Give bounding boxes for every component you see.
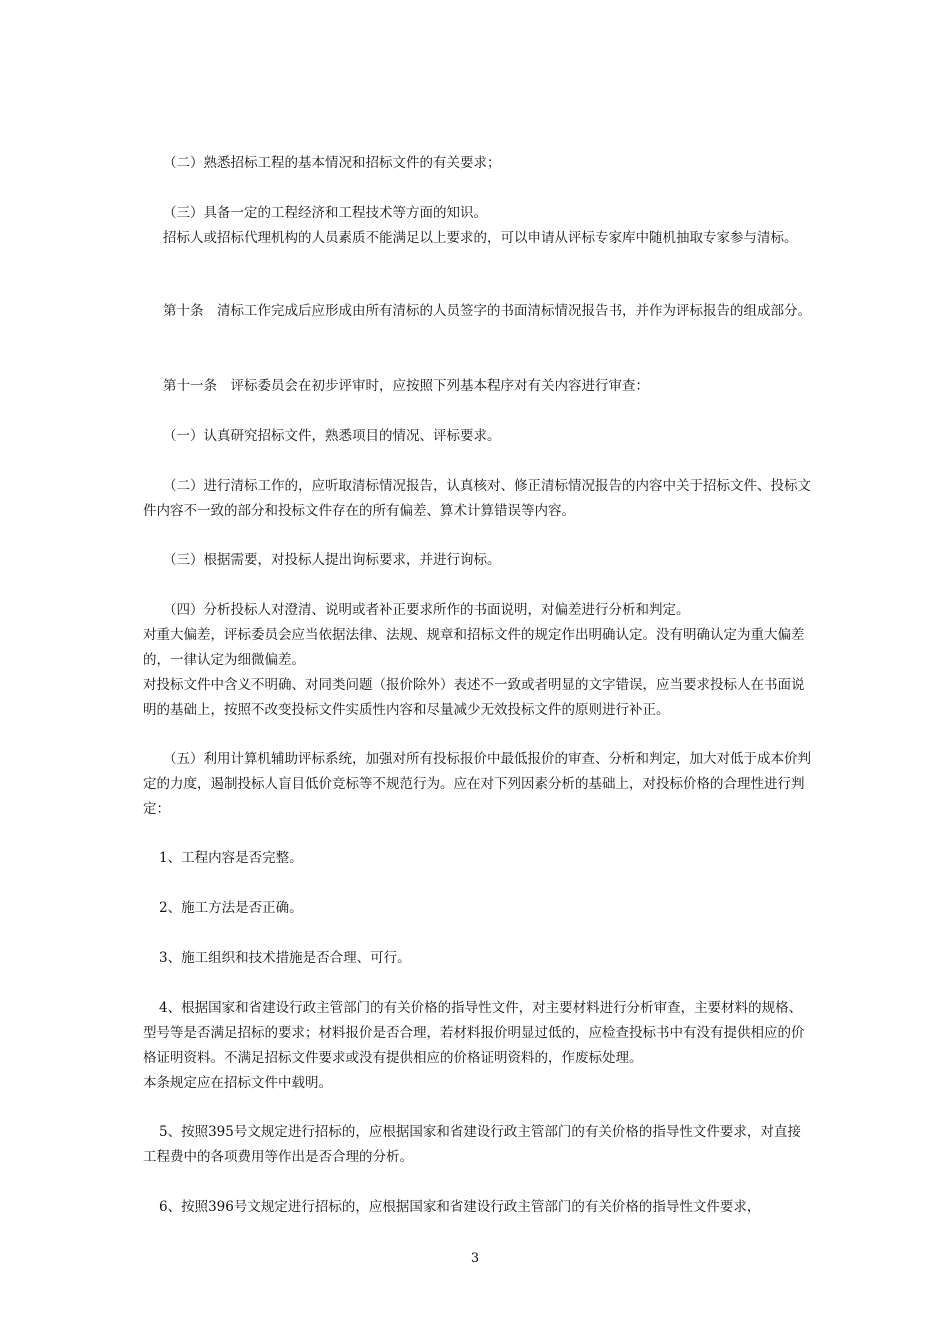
list-item-1: 1、工程内容是否完整。 [159, 850, 303, 866]
list-item-5: 5、按照395号文规定进行招标的，应根据国家和省建设行政主管部门的有关价格的指导性文件要求，对直接工程费中的各项费用等作出是否合理的分析。 [143, 1124, 801, 1165]
paragraph-correction: 对投标文件中含义不明确、对同类问题（报价除外）表述不一致或者明显的文字错误，应当要求投标人在书面说明的基础上，按照不改变投标文件实质性内容和尽量减少无效投标文件的原则进行补正。 [143, 677, 805, 718]
paragraph-article-10: 第十条 清标工作完成后应形成由所有清标的人员签字的书面清标情况报告书，并作为评标报告的组成部分。 [163, 303, 811, 319]
paragraph-qualification-2: （二）熟悉招标工程的基本情况和招标文件的有关要求； [163, 155, 501, 171]
paragraph-procedure-3: （三）根据需要，对投标人提出询标要求，并进行询标。 [163, 552, 501, 568]
list-item-6: 6、按照396号文规定进行招标的，应根据国家和省建设行政主管部门的有关价格的指导性文件要求， [159, 1199, 761, 1215]
paragraph-procedure-2: （二）进行清标工作的，应听取清标情况报告，认真核对、修正清标情况报告的内容中关于招标文件、投标文件内容不一致的部分和投标文件存在的所有偏差、算术计算错误等内容。 [143, 478, 811, 519]
paragraph-procedure-4: （四）分析投标人对澄清、说明或者补正要求所作的书面说明，对偏差进行分析和判定。 [163, 602, 690, 618]
list-item-4: 4、根据国家和省建设行政主管部门的有关价格的指导性文件，对主要材料进行分析审查，主要材料的规格、型号等是否满足招标的要求；材料报价是否合理，若材料报价明显过低的，应检查投标书中有没有提供相应的价格证明资料。不满足招标文件要求或没有提供相应的价格证明资料的，作废标处理。 [143, 1000, 805, 1066]
paragraph-major-deviation: 对重大偏差，评标委员会应当依据法律、法规、规章和招标文件的规定作出明确认定。没有明确认定为重大偏差的，一律认定为细微偏差。 [143, 627, 805, 668]
list-item-3: 3、施工组织和技术措施是否合理、可行。 [159, 950, 411, 966]
paragraph-procedure-5: （五）利用计算机辅助评标系统，加强对所有投标报价中最低报价的审查、分析和判定，加大对低于成本价判定的力度，遏制投标人盲目低价竞标等不规范行为。应在对下列因素分析的基础上，对投标价格的合理性进行判定： [143, 751, 811, 817]
paragraph-procedure-1: （一）认真研究招标文件，熟悉项目的情况、评标要求。 [163, 428, 501, 444]
paragraph-expert-selection: 招标人或招标代理机构的人员素质不能满足以上要求的，可以申请从评标专家库中随机抽取专家参与清标。 [163, 230, 798, 246]
page-number: 3 [470, 1251, 480, 1266]
list-item-2: 2、施工方法是否正确。 [159, 900, 303, 916]
paragraph-note: 本条规定应在招标文件中载明。 [143, 1075, 332, 1091]
paragraph-qualification-3: （三）具备一定的工程经济和工程技术等方面的知识。 [163, 205, 487, 221]
paragraph-article-11: 第十一条 评标委员会在初步评审时，应按照下列基本程序对有关内容进行审查： [163, 378, 649, 394]
